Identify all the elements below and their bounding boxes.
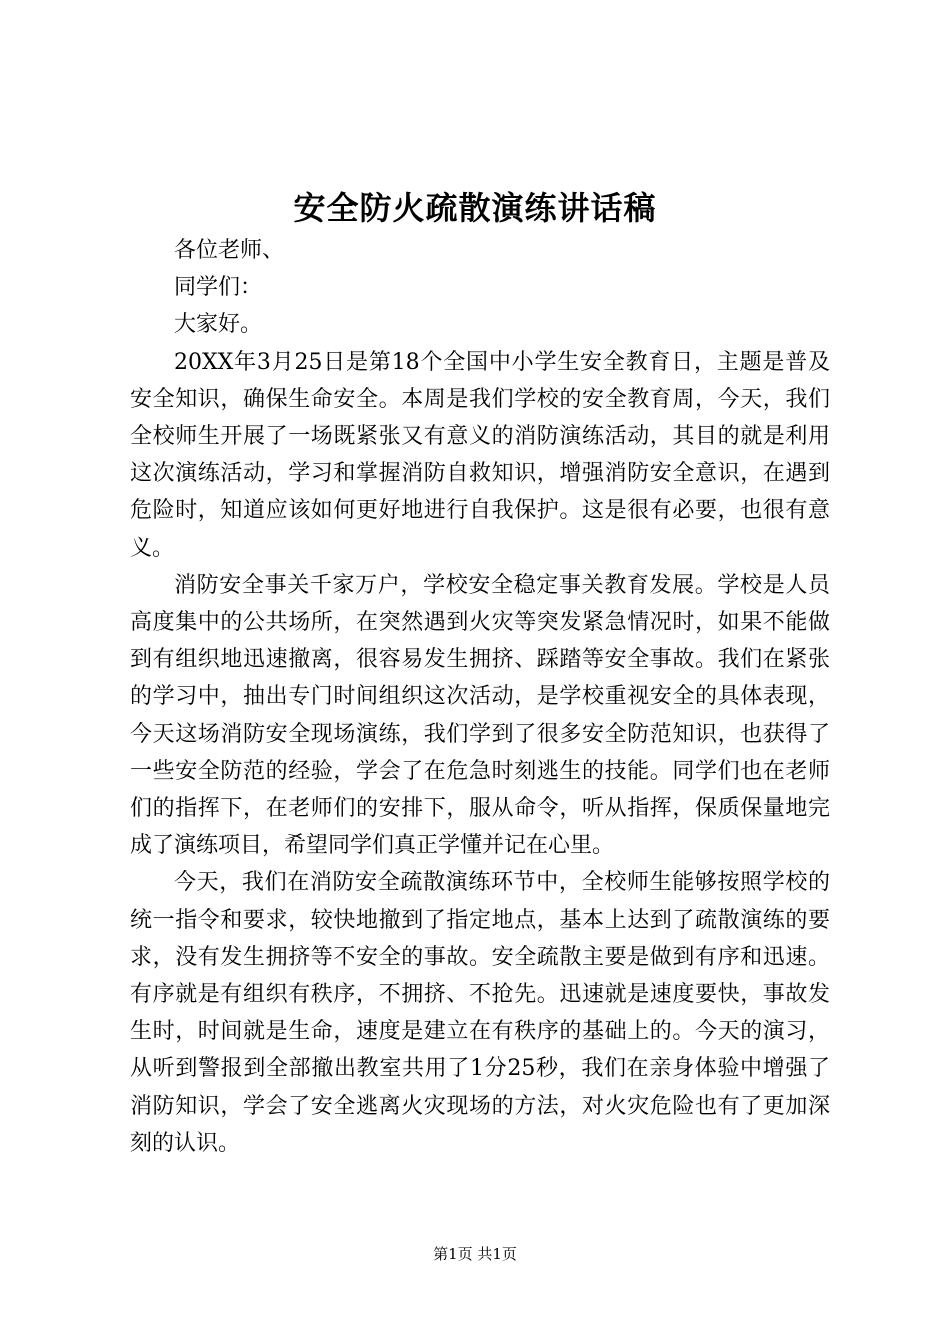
greeting-line: 大家好。 (174, 312, 263, 338)
document-body (130, 232, 830, 1162)
greeting-line: 同学们： (174, 275, 263, 301)
body-paragraph: 消防安全事关千家万户，学校安全稳定事关教育发展。学校是人员高度集中的公共场所，在突然遇到火灾等突发紧急情况时，如果不能做到有组织地迅速撤离，很容易发生拥挤、踩踏等安全事故。我们在紧张的学习中，抽出专门时间组织这次活动，是学校重视安全的具体表现，今天这场消防安全现场演练，我们学到了很多安全防范知识，也获得了一些安全防范的经验，学会了在危急时刻逃生的技能。同学们也在老师们的指挥下，在老师们的安排下，服从命令，听从指挥，保质保量地完成了演练项目，希望同学们真正学懂并记在心里。 (130, 572, 830, 859)
page-footer: 第1页 共1页 (433, 1245, 517, 1263)
body-paragraph: 20XX年3月25日是第18个全国中小学生安全教育日，主题是普及安全知识，确保生命安全。本周是我们学校的安全教育周，今天，我们全校师生开展了一场既紧张又有意义的消防演练活动，其目的就是利用这次演练活动，学习和掌握消防自救知识，增强消防安全意识，在遇到危险时，知道应该如何更好地进行自我保护。这是很有必要，也很有意义。 (130, 349, 830, 561)
document-title: 安全防火疏散演练讲话稿 (293, 189, 657, 227)
greeting-line: 各位老师、 (174, 238, 285, 263)
body-paragraph: 今天，我们在消防安全疏散演练环节中，全校师生能够按照学校的统一指令和要求，较快地撤到了指定地点，基本上达到了疏散演练的要求，没有发生拥挤等不安全的事故。安全疏散主要是做到有序和迅速。有序就是有组织有秩序，不拥挤、不抢先。迅速就是速度要快，事故发生时，时间就是生命，速度是建立在有秩序的基础上的。今天的演习，从听到警报到全部撤出教室共用了1分25秒，我们在亲身体验中增强了消防知识，学会了安全逃离火灾现场的方法，对火灾危险也有了更加深刻的认识。 (130, 870, 830, 1156)
